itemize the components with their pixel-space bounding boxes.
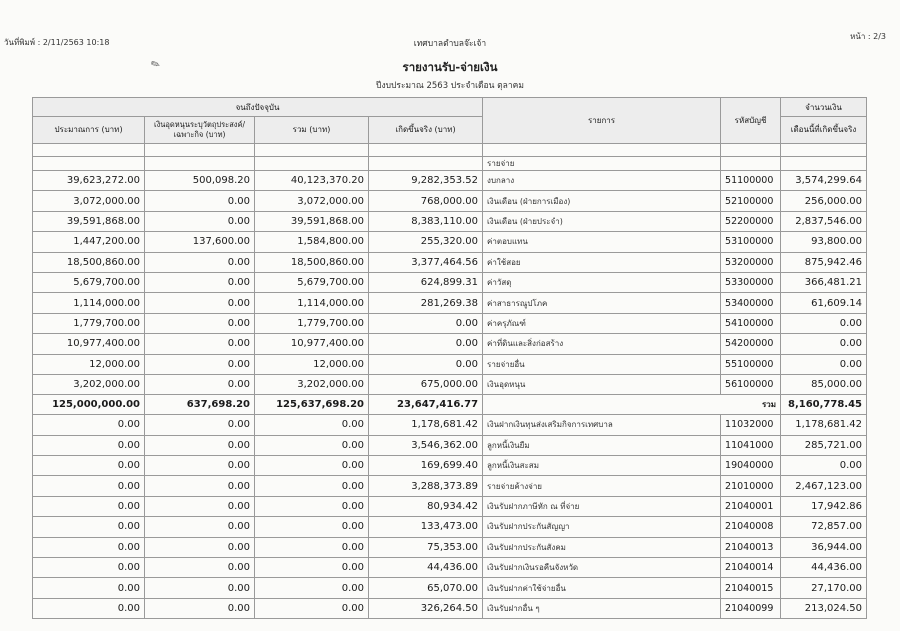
total-cell: 3,202,000.00 [255,374,369,394]
account-code-cell: 21040001 [721,496,781,516]
total-cell: 0.00 [255,598,369,618]
total-cell: 39,591,868.00 [255,211,369,231]
actual-cell: 3,377,464.56 [369,252,483,272]
account-code-cell: 55100000 [721,354,781,374]
item-cell: เงินรับฝากประกันสัญญา [483,517,721,537]
item-cell: ค่าวัสดุ [483,272,721,292]
header-actual: เกิดขึ้นจริง (บาท) [369,117,483,144]
total-total: 125,637,698.20 [255,395,369,415]
budget-cell: 39,623,272.00 [33,171,145,191]
budget-cell: 0.00 [33,496,145,516]
budget-cell: 0.00 [33,558,145,578]
other-funds-cell: 0.00 [145,191,255,211]
other-funds-cell: 0.00 [145,435,255,455]
item-cell: เงินเดือน (ฝ่ายประจำ) [483,211,721,231]
month-actual-cell: 1,178,681.42 [781,415,867,435]
account-code-cell: 21010000 [721,476,781,496]
other-funds-cell: 0.00 [145,211,255,231]
account-code-cell: 54200000 [721,334,781,354]
other-funds-cell: 0.00 [145,517,255,537]
budget-cell: 0.00 [33,476,145,496]
month-actual-cell: 72,857.00 [781,517,867,537]
item-cell: เงินรับฝากค่าใช้จ่ายอื่น [483,578,721,598]
month-actual-cell: 0.00 [781,313,867,333]
month-actual-cell: 3,574,299.64 [781,171,867,191]
budget-cell: 0.00 [33,456,145,476]
month-actual-cell: 2,837,546.00 [781,211,867,231]
expense-row [33,252,867,272]
account-code-cell: 19040000 [721,456,781,476]
budget-cell: 0.00 [33,415,145,435]
other-funds-cell: 0.00 [145,598,255,618]
budget-cell: 1,447,200.00 [33,232,145,252]
item-cell: ค่าตอบแทน [483,232,721,252]
item-cell: ค่าใช้สอย [483,252,721,272]
budget-cell: 3,072,000.00 [33,191,145,211]
header-row-1 [33,98,867,117]
other-funds-cell: 500,098.20 [145,171,255,191]
month-actual-cell: 17,942.86 [781,496,867,516]
section-row [33,157,867,171]
account-code-cell: 21040014 [721,558,781,578]
item-cell: รายจ่ายอื่น [483,354,721,374]
total-cell: 0.00 [255,496,369,516]
item-cell: เงินรับฝากอื่น ๆ [483,598,721,618]
section-label: รายจ่าย [483,157,721,171]
organization-name: เทศบาลตำบลจ๊ะเจ้า [413,39,487,49]
actual-cell: 0.00 [369,354,483,374]
actual-cell: 3,546,362.00 [369,435,483,455]
actual-cell: 9,282,353.52 [369,171,483,191]
budget-cell: 5,679,700.00 [33,272,145,292]
other-funds-cell: 0.00 [145,415,255,435]
blank-row [33,144,867,157]
month-actual-cell: 44,436.00 [781,558,867,578]
total-cell: 40,123,370.20 [255,171,369,191]
account-row [33,558,867,578]
header-to-date: จนถึงปัจจุบัน [33,98,483,117]
account-code-cell: 54100000 [721,313,781,333]
account-row [33,578,867,598]
actual-cell: 169,699.40 [369,456,483,476]
budget-cell: 18,500,860.00 [33,252,145,272]
total-cell: 0.00 [255,456,369,476]
item-cell: งบกลาง [483,171,721,191]
other-funds-cell: 0.00 [145,496,255,516]
other-funds-cell: 0.00 [145,558,255,578]
total-cell: 0.00 [255,435,369,455]
total-cell: 3,072,000.00 [255,191,369,211]
actual-cell: 768,000.00 [369,191,483,211]
actual-cell: 0.00 [369,334,483,354]
total-cell: 12,000.00 [255,354,369,374]
other-funds-cell: 0.00 [145,374,255,394]
budget-cell: 3,202,000.00 [33,374,145,394]
month-actual-cell: 0.00 [781,456,867,476]
total-cell: 1,584,800.00 [255,232,369,252]
expense-row [33,354,867,374]
account-code-cell: 53100000 [721,232,781,252]
expense-row [33,334,867,354]
month-actual-cell: 366,481.21 [781,272,867,292]
account-code-cell: 53400000 [721,293,781,313]
account-row [33,517,867,537]
report-subtitle: ปีงบประมาณ 2563 ประจำเดือน ตุลาคม [376,81,524,91]
table-body [33,144,867,619]
actual-cell: 624,899.31 [369,272,483,292]
expense-row [33,374,867,394]
item-cell: ค่าที่ดินและสิ่งก่อสร้าง [483,334,721,354]
month-actual-cell: 36,944.00 [781,537,867,557]
other-funds-cell: 0.00 [145,578,255,598]
total-cell: 0.00 [255,578,369,598]
account-code-cell: 53200000 [721,252,781,272]
item-cell: ค่าสาธารณูปโภค [483,293,721,313]
account-code-cell: 56100000 [721,374,781,394]
total-cell: 10,977,400.00 [255,334,369,354]
month-actual-cell: 285,721.00 [781,435,867,455]
item-cell: ลูกหนี้เงินยืม [483,435,721,455]
month-actual-cell: 0.00 [781,334,867,354]
page-number: หน้า : 2/3 [850,32,886,41]
header-other-funds: เงินอุดหนุนระบุวัตถุประสงค์/เฉพาะกิจ (บาท) [145,117,255,144]
total-cell: 0.00 [255,517,369,537]
month-actual-cell: 27,170.00 [781,578,867,598]
account-code-cell: 11041000 [721,435,781,455]
total-other-funds: 637,698.20 [145,395,255,415]
actual-cell: 3,288,373.89 [369,476,483,496]
item-cell: เงินอุดหนุน [483,374,721,394]
account-row [33,598,867,618]
total-cell: 0.00 [255,558,369,578]
actual-cell: 1,178,681.42 [369,415,483,435]
account-row [33,415,867,435]
actual-cell: 65,070.00 [369,578,483,598]
account-code-cell: 21040008 [721,517,781,537]
header-total: รวม (บาท) [255,117,369,144]
header-account-code: รหัสบัญชี [721,98,781,144]
other-funds-cell: 137,600.00 [145,232,255,252]
total-actual: 23,647,416.77 [369,395,483,415]
account-row [33,435,867,455]
month-actual-cell: 85,000.00 [781,374,867,394]
account-row [33,496,867,516]
actual-cell: 133,473.00 [369,517,483,537]
budget-cell: 1,114,000.00 [33,293,145,313]
header-budget: ประมาณการ (บาท) [33,117,145,144]
account-code-cell: 11032000 [721,415,781,435]
header-month-actual: เดือนนี้ที่เกิดขึ้นจริง [781,117,867,144]
total-cell: 0.00 [255,476,369,496]
total-month-actual: 8,160,778.45 [781,395,867,415]
budget-cell: 0.00 [33,598,145,618]
actual-cell: 44,436.00 [369,558,483,578]
item-cell: ค่าครุภัณฑ์ [483,313,721,333]
budget-cell: 0.00 [33,517,145,537]
budget-cell: 0.00 [33,435,145,455]
actual-cell: 75,353.00 [369,537,483,557]
expense-row [33,171,867,191]
actual-cell: 0.00 [369,313,483,333]
header-amount: จำนวนเงิน [781,98,867,117]
expense-row [33,191,867,211]
total-cell: 18,500,860.00 [255,252,369,272]
account-code-cell: 52200000 [721,211,781,231]
budget-cell: 39,591,868.00 [33,211,145,231]
total-cell: 5,679,700.00 [255,272,369,292]
month-actual-cell: 2,467,123.00 [781,476,867,496]
item-cell: รายจ่ายค้างจ่าย [483,476,721,496]
expense-row [33,232,867,252]
item-cell: เงินรับฝากภาษีหัก ณ ที่จ่าย [483,496,721,516]
month-actual-cell: 0.00 [781,354,867,374]
total-label: รวม [483,395,781,415]
account-code-cell: 51100000 [721,171,781,191]
item-cell: เงินเดือน (ฝ่ายการเมือง) [483,191,721,211]
account-code-cell: 21040099 [721,598,781,618]
total-budget: 125,000,000.00 [33,395,145,415]
month-actual-cell: 875,942.46 [781,252,867,272]
account-code-cell: 21040015 [721,578,781,598]
item-cell: เงินรับฝากประกันสังคม [483,537,721,557]
actual-cell: 281,269.38 [369,293,483,313]
budget-cell: 0.00 [33,578,145,598]
other-funds-cell: 0.00 [145,293,255,313]
other-funds-cell: 0.00 [145,252,255,272]
item-cell: เงินรับฝากเงินรอคืนจังหวัด [483,558,721,578]
account-code-cell: 21040013 [721,537,781,557]
other-funds-cell: 0.00 [145,354,255,374]
other-funds-cell: 0.00 [145,456,255,476]
print-date: วันที่พิมพ์ : 2/11/2563 10:18 [4,38,110,47]
expense-row [33,313,867,333]
pen-mark: ✎ [148,56,163,73]
budget-cell: 1,779,700.00 [33,313,145,333]
expense-row [33,293,867,313]
actual-cell: 326,264.50 [369,598,483,618]
other-funds-cell: 0.00 [145,313,255,333]
total-cell: 0.00 [255,537,369,557]
item-cell: เงินฝากเงินทุนส่งเสริมกิจการเทศบาล [483,415,721,435]
item-cell: ลูกหนี้เงินสะสม [483,456,721,476]
month-actual-cell: 93,800.00 [781,232,867,252]
month-actual-cell: 256,000.00 [781,191,867,211]
month-actual-cell: 61,609.14 [781,293,867,313]
actual-cell: 255,320.00 [369,232,483,252]
header-item: รายการ [483,98,721,144]
expense-row [33,272,867,292]
account-row [33,456,867,476]
account-row [33,537,867,557]
other-funds-cell: 0.00 [145,537,255,557]
account-code-cell: 53300000 [721,272,781,292]
total-cell: 1,114,000.00 [255,293,369,313]
budget-cell: 10,977,400.00 [33,334,145,354]
other-funds-cell: 0.00 [145,476,255,496]
expense-row [33,211,867,231]
actual-cell: 675,000.00 [369,374,483,394]
other-funds-cell: 0.00 [145,272,255,292]
budget-cell: 12,000.00 [33,354,145,374]
total-row [33,395,867,415]
total-cell: 0.00 [255,415,369,435]
actual-cell: 8,383,110.00 [369,211,483,231]
total-cell: 1,779,700.00 [255,313,369,333]
actual-cell: 80,934.42 [369,496,483,516]
other-funds-cell: 0.00 [145,334,255,354]
month-actual-cell: 213,024.50 [781,598,867,618]
report-title: รายงานรับ-จ่ายเงิน [402,60,498,74]
report-table [32,97,867,619]
budget-cell: 0.00 [33,537,145,557]
account-row [33,476,867,496]
account-code-cell: 52100000 [721,191,781,211]
